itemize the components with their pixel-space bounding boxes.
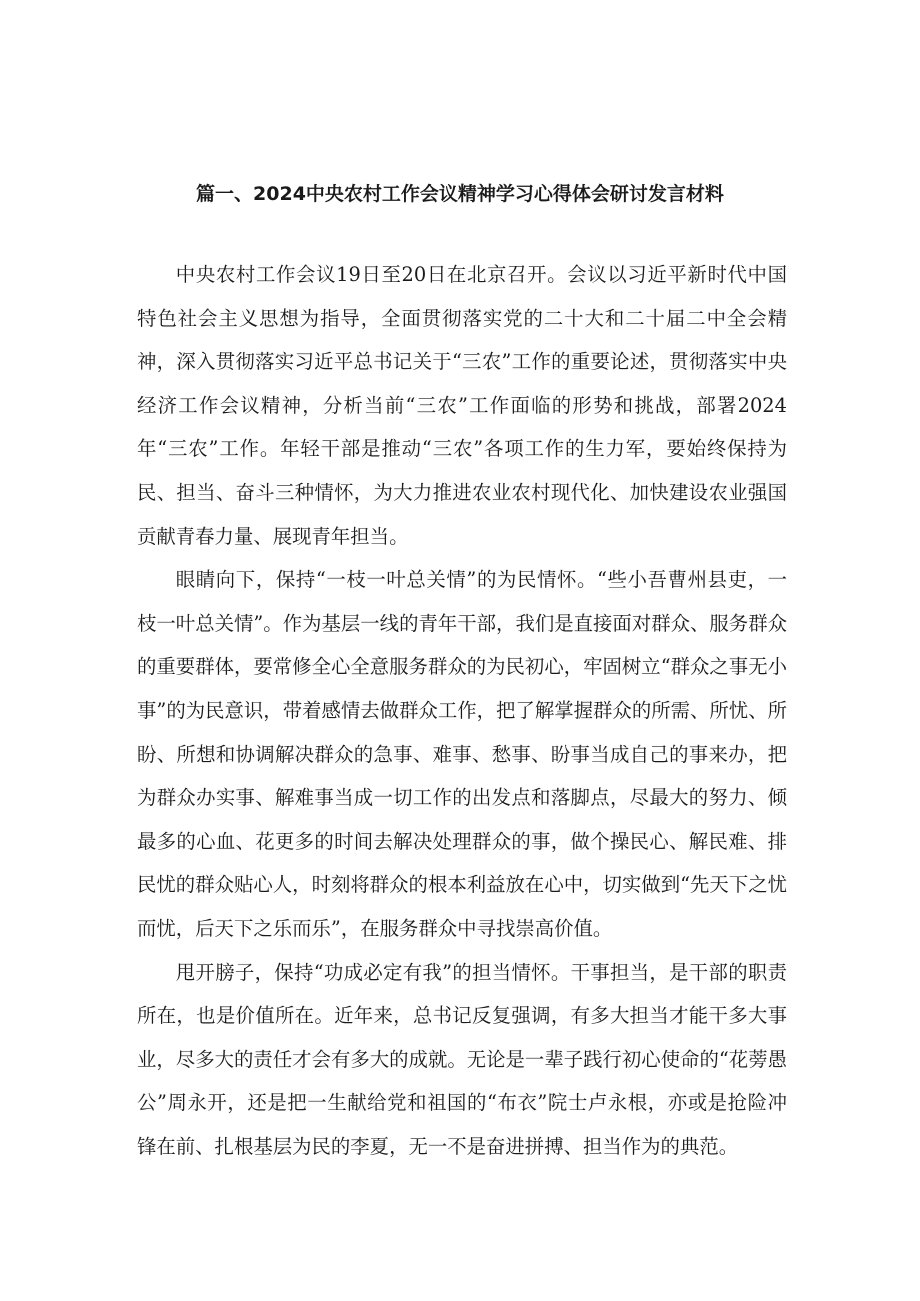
paragraph-1: 中央农村工作会议19日至20日在北京召开。会议以习近平新时代中国特色社会主义思想为指导，全面贯彻落实党的二十大和二十届二中全会精神，深入贯彻落实习近平总书记关于“三农”工作的重要论述，贯彻落实中央经济工作会议精神，分析当前“三农”工作面临的形势和挑战，部署2024年“三农”工作。年轻干部是推动“三农”各项工作的生力军，要始终保持为民、担当、奋斗三种情怀，为大力推进农业农村现代化、加快建设农业强国贡献青春力量、展现青年担当。 — [137, 263, 787, 548]
paragraph-2: 眼睛向下，保持“一枝一叶总关情”的为民情怀。“些小吾曹州县吏，一枝一叶总关情”。作为基层一线的青年干部，我们是直接面对群众、服务群众的重要群体，要常修全心全意服务群众的为民初心，牢固树立“群众之事无小事”的为民意识，带着感情去做群众工作，把了解掌握群众的所需、所忧、所盼、所想和协调解决群众的急事、难事、愁事、盼事当成自己的事来办，把为群众办实事、解难事当成一切工作的出发点和落脚点，尽最大的努力、倾最多的心血、花更多的时间去解决处理群众的事，做个操民心、解民难、排民忧的群众贴心人，时刻将群众的根本利益放在心中，切实做到“先天下之忧而忧，后天下之乐而乐”，在服务群众中寻找崇高价值。 — [137, 568, 787, 940]
paragraph-3: 甩开膀子，保持“功成必定有我”的担当情怀。干事担当，是干部的职责所在，也是价值所在。近年来，总书记反复强调，有多大担当才能干多大事业，尽多大的责任才会有多大的成就。无论是一辈子践行初心使命的“花蒡愚公”周永开，还是把一生献给党和祖国的“布衣”院士卢永根，亦或是抢险冲锋在前、扎根基层为民的李夏，无一不是奋进拼搏、担当作为的典范。 — [137, 960, 787, 1158]
document-title: 篇一、2024中央农村工作会议精神学习心得体会研讨发言材料 — [196, 183, 724, 205]
document-body — [137, 253, 787, 1168]
